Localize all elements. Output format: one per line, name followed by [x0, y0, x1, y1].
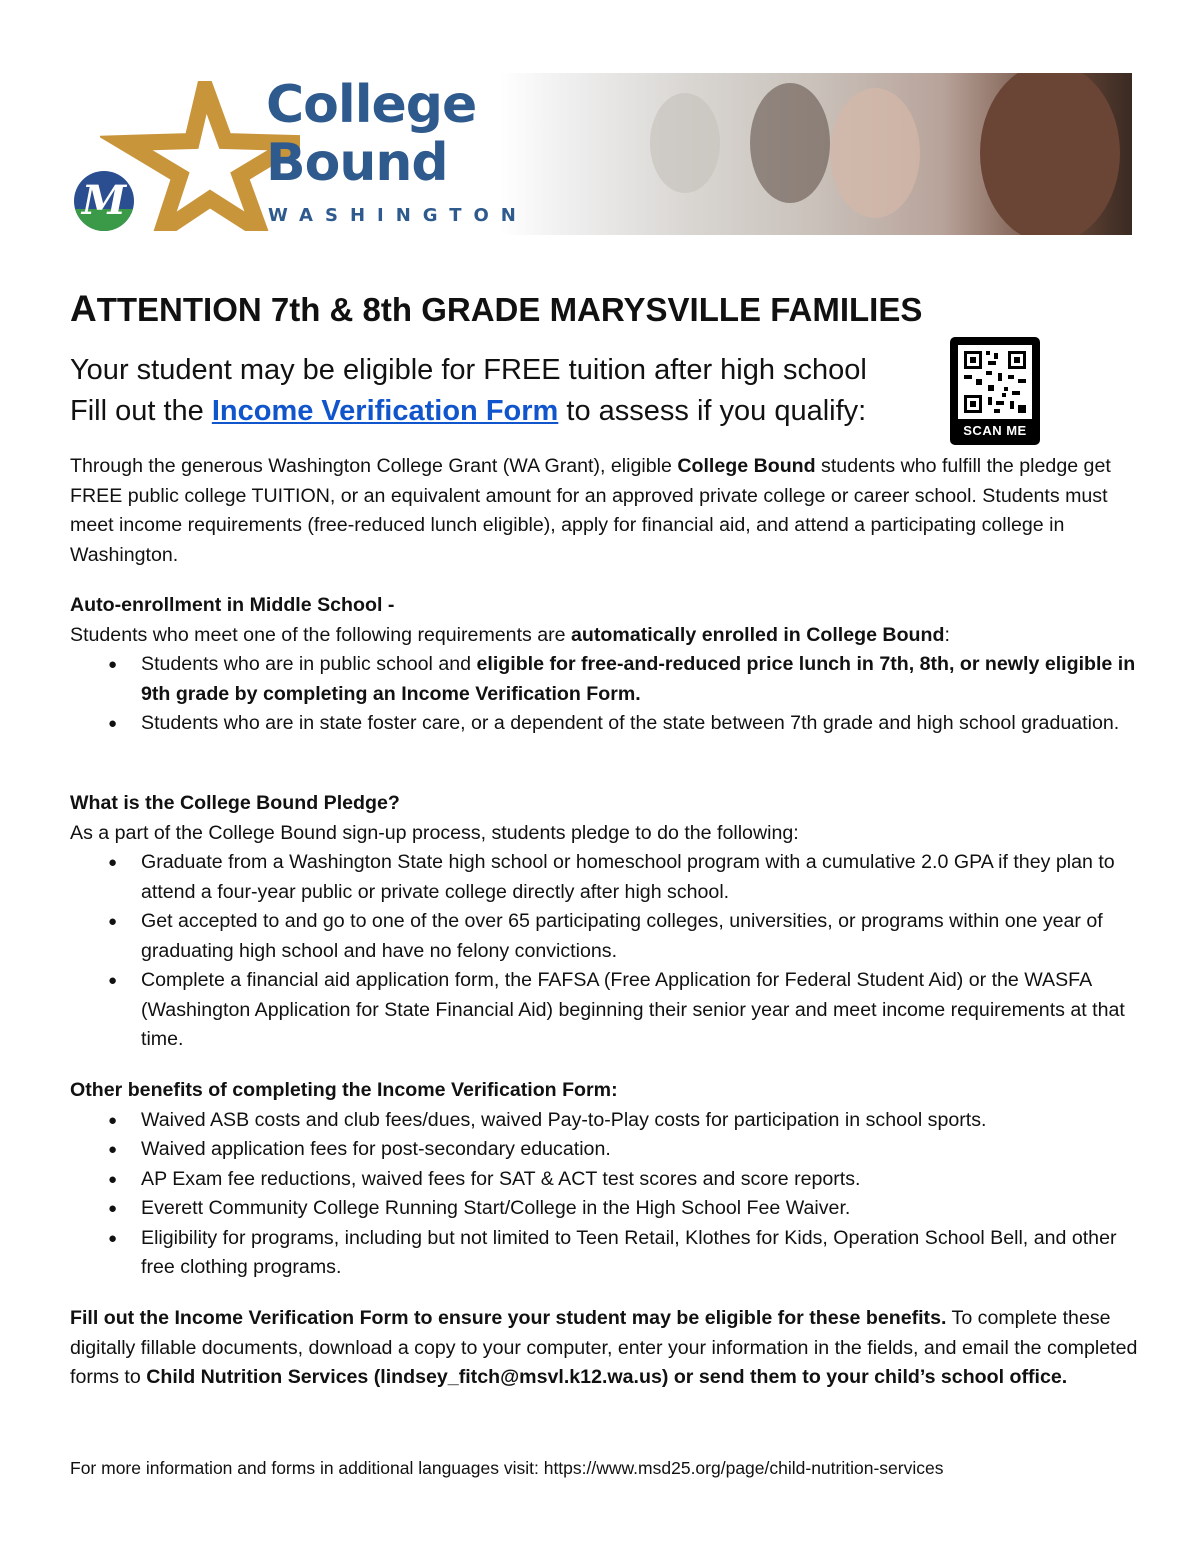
other-benefits-section	[70, 1076, 1140, 1283]
page-title: ATTENTION 7th & 8th GRADE MARYSVILLE FAMILIES	[70, 288, 923, 329]
logo-college-text: College	[266, 75, 477, 135]
list-item: ● Students who are in public school and eligible for free-and-reduced price lunch in 7th, 8th, or newly eligible in 9th grade by completing an Income Verification Form.	[108, 653, 1136, 705]
list-item: ● Waived application fees for post-secondary education.	[108, 1138, 611, 1160]
logo-washington-text: WASHINGTON	[268, 205, 528, 226]
logo-bound-text: Bound	[266, 133, 448, 193]
call-to-action-paragraph: Fill out the Income Verification Form to ensure your student may be eligible for these benefits. To complete these digitally fillable documents, download a copy to your computer, enter your information in the fields, and email the completed forms to Child Nutrition Services (lindsey_fitch@msvl.k12.wa.us) or send them to your child’s school office.	[70, 1307, 1138, 1388]
income-verification-form-link[interactable]: Income Verification Form	[211, 395, 559, 427]
list-item: ● Get accepted to and go to one of the over 65 participating colleges, universities, or programs within one year of graduating high school and have no felony convictions.	[108, 910, 1103, 962]
header-banner	[70, 73, 1132, 235]
section-lead: As a part of the College Bound sign-up process, students pledge to do the following:	[70, 821, 799, 844]
list-item: ● AP Exam fee reductions, waived fees for SAT & ACT test scores and score reports.	[108, 1167, 861, 1190]
list-item: ● Complete a financial aid application form, the FAFSA (Free Application for Federal Student Aid) or the WASFA (Washington Application for State Financial Aid) beginning their senior year and meet income requirements at that time.	[108, 969, 1125, 1050]
list-item: ● Graduate from a Washington State high school or homeschool program with a cumulative 2.0 GPA if they plan to attend a four-year public or private college directly after high school.	[108, 851, 1115, 903]
list-item: ● Eligibility for programs, including but not limited to Teen Retail, Klothes for Kids, Operation School Bell, and other free clothing programs.	[108, 1226, 1117, 1278]
pledge-section	[70, 789, 1140, 1055]
list-item: ● Students who are in state foster care, or a dependent of the state between 7th grade and high school graduation.	[108, 712, 1120, 734]
scan-me-label: SCAN ME	[963, 423, 1027, 438]
marysville-logo: M	[74, 171, 134, 231]
qr-code[interactable]	[950, 337, 1040, 445]
auto-enrollment-section	[70, 591, 1140, 739]
section-heading: Auto-enrollment in Middle School -	[70, 594, 395, 616]
section-heading: Other benefits of completing the Income Verification Form:	[70, 1079, 618, 1101]
qr-pattern-icon	[958, 345, 1032, 419]
footer-note: For more information and forms in additional languages visit: https://www.msd25.org/page/child-nutrition-services	[70, 1458, 944, 1478]
subtitle-line-2: Fill out the Income Verification Form to assess if you qualify:	[70, 395, 867, 427]
list-item: ● Everett Community College Running Start/College in the High School Fee Waiver.	[108, 1197, 851, 1219]
section-lead: Students who meet one of the following requirements are automatically enrolled in College Bound:	[70, 623, 950, 646]
subtitle-line-1: Your student may be eligible for FREE tuition after high school	[70, 354, 867, 386]
section-heading: What is the College Bound Pledge?	[70, 792, 400, 814]
graduates-photo	[500, 73, 1132, 235]
list-item: ● Waived ASB costs and club fees/dues, waived Pay-to-Play costs for participation in school sports.	[108, 1108, 987, 1131]
intro-paragraph: Through the generous Washington College Grant (WA Grant), eligible College Bound students who fulfill the pledge get FREE public college TUITION, or an equivalent amount for an approved private college or career school. Students must meet income requirements (free-reduced lunch eligible), apply for financial aid, and attend a participating college in Washington.	[70, 455, 1111, 566]
